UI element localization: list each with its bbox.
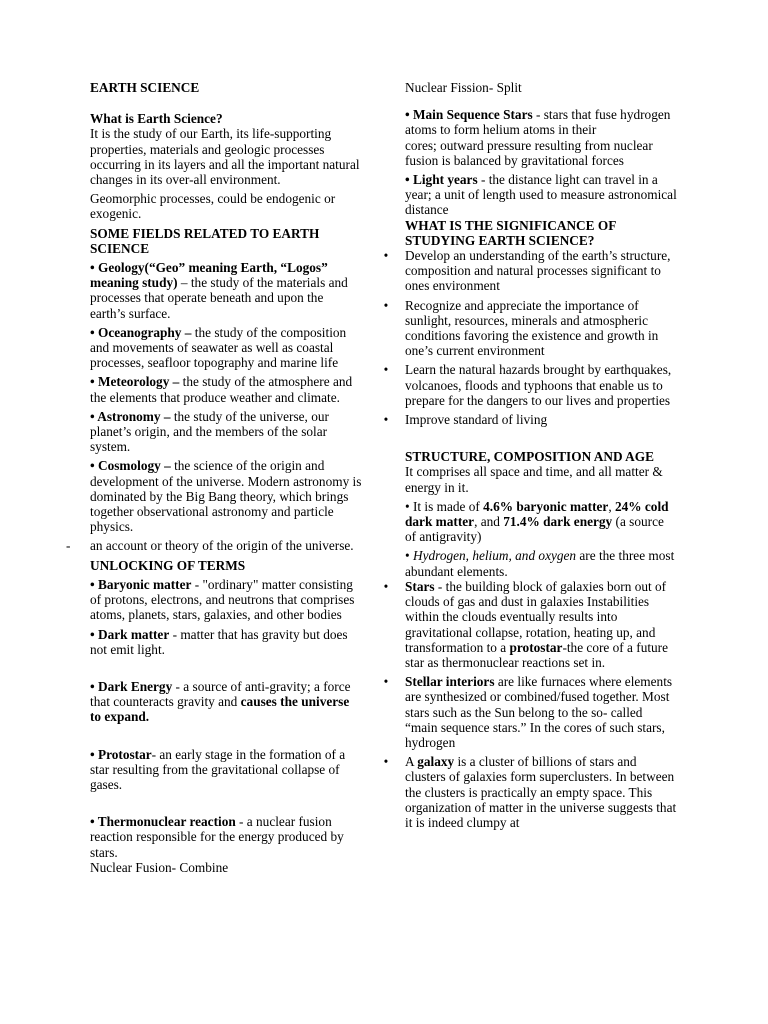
light-years-entry	[405, 172, 677, 218]
significance-list	[383, 248, 677, 428]
light-years-term: • Light years	[405, 172, 478, 188]
dark-energy-term: • Dark Energy	[90, 678, 173, 694]
thermonuclear-text: - a nuclear fusion reaction responsible for the energy produced by stars.	[90, 814, 344, 860]
main-sequence-text-2: cores; outward pressure resulting from nuclear fusion is balanced by gravitational forces	[405, 137, 653, 168]
dark-energy-bold: causes the universe to expand.	[90, 694, 350, 725]
list-item: • Stars - the building block of galaxies born out of clouds of gas and dust in galaxies Instabilities within the clouds eventually results into gravitational collapse, rotation, heating up, and transformation to a protostar-the core of a future star as thermonuclear reactions set in.	[405, 579, 677, 670]
cosmology-term: • Cosmology –	[90, 458, 171, 474]
protostar-entry	[90, 747, 362, 793]
dark-energy-text: - a source of anti-gravity; a force that counteracts gravity and	[90, 678, 351, 710]
right-column	[383, 80, 677, 834]
geology-entry	[90, 260, 362, 321]
structure-heading: STRUCTURE, COMPOSITION AND AGE	[405, 449, 654, 465]
meteorology-text: the study of the atmosphere and the elements that produce weather and climate.	[90, 374, 353, 405]
dash-entry	[66, 538, 362, 554]
astronomy-entry	[90, 409, 362, 455]
abundant-elements-entry: • Hydrogen, helium, and oxygen are the three most abundant elements.	[405, 548, 675, 579]
structure-text: It comprises all space and time, and all matter & energy in it.	[405, 464, 663, 495]
document-title: EARTH SCIENCE	[90, 80, 200, 95]
dark-energy-entry	[90, 679, 362, 725]
light-years-text: - the distance light can travel in a year; a unit of length used to measure astronomical distance	[405, 172, 677, 218]
bullet-icon: •	[383, 362, 389, 378]
significance-heading: WHAT IS THE SIGNIFICANCE OF STUDYING EARTH SCIENCE?	[405, 217, 616, 248]
dark-matter-term: • Dark matter	[90, 626, 170, 642]
bullet-icon: •	[383, 754, 389, 770]
stars-list	[383, 578, 677, 830]
bullet-icon: •	[383, 248, 389, 264]
dash-mark: -	[66, 538, 71, 554]
earth-science-definition: It is the study of our Earth, its life-supporting properties, materials and geologic processes occurring in its layers and all the important natural changes in its over-all environment.	[90, 126, 360, 188]
list-item: • Learn the natural hazards brought by earthquakes, volcanoes, floods and typhoons that enable us to prepare for the dangers to our lives and properties	[405, 362, 677, 408]
protostar-text: - an early stage in the formation of a star resulting from the gravitational collapse of gases.	[90, 746, 346, 792]
geology-term: • Geology(“Geo” meaning Earth, “Logos” meaning study)	[90, 260, 328, 291]
thermonuclear-term: • Thermonuclear reaction	[90, 814, 236, 830]
cosmology-text: the science of the origin and development of the universe. Modern astronomy is dominated by the Big Bang theory, which brings together observational astronomy and particle physics.	[90, 458, 362, 535]
meteorology-term: • Meteorology –	[90, 374, 180, 390]
main-sequence-entry	[405, 107, 677, 137]
what-is-heading: What is Earth Science?	[90, 111, 223, 127]
bullet-icon: •	[383, 297, 389, 313]
astronomy-term: • Astronomy –	[90, 408, 171, 424]
meteorology-entry	[90, 374, 362, 404]
main-sequence-text: - stars that fuse hydrogen atoms to form helium atoms in their	[405, 107, 671, 138]
dark-matter-entry	[90, 627, 362, 657]
list-item: • Develop an understanding of the earth’s structure, composition and natural processes significant to ones environment	[405, 248, 677, 294]
fields-heading: SOME FIELDS RELATED TO EARTH SCIENCE	[90, 225, 320, 256]
baryonic-entry	[90, 577, 362, 623]
bullet-icon: •	[383, 674, 389, 690]
left-column	[66, 80, 362, 875]
list-item: • Recognize and appreciate the importance of sunlight, resources, minerals and atmospheric conditions favoring the existence and growth in one’s current environment	[405, 298, 677, 359]
thermonuclear-entry	[90, 814, 362, 860]
baryonic-term: • Baryonic matter	[90, 576, 192, 592]
dash-text: an account or theory of the origin of the universe.	[90, 538, 354, 554]
protostar-term: • Protostar	[90, 746, 152, 762]
dark-matter-text: - matter that has gravity but does not emit light.	[90, 626, 348, 657]
bullet-icon: •	[383, 578, 389, 594]
baryonic-text: - "ordinary" matter consisting of protons, electrons, and neutrons that comprises atoms, planets, stars, galaxies, and other bodies	[90, 576, 355, 623]
oceanography-term: • Oceanography –	[90, 324, 192, 340]
oceanography-entry	[90, 325, 362, 371]
terms-heading: UNLOCKING OF TERMS	[90, 557, 246, 573]
oceanography-text: the study of the composition and movements of seawater as well as coastal processes, seafloor topography and marine life	[90, 324, 347, 371]
bullet-icon: •	[383, 412, 389, 428]
geomorphic-note: Geomorphic processes, could be endogenic or exogenic.	[90, 191, 336, 222]
geology-text: – the study of the materials and processes that operate beneath and upon the earth’s surface.	[90, 275, 348, 321]
cosmology-entry	[90, 458, 362, 534]
main-sequence-term: • Main Sequence Stars	[405, 107, 533, 123]
nuclear-fusion-line: Nuclear Fusion- Combine	[90, 859, 229, 875]
composition-entry: • It is made of 4.6% baryonic matter, 24% cold dark matter, and 71.4% dark energy (a source of antigravity)	[405, 498, 669, 545]
list-item: • Improve standard of living	[405, 412, 677, 427]
astronomy-text: the study of the universe, our planet’s origin, and the members of the solar system.	[90, 408, 329, 455]
list-item: • A galaxy is a cluster of billions of stars and clusters of galaxies form superclusters. In between the clusters is practically an empty space. This organization of matter in the universe suggests that it is indeed clumpy at	[405, 754, 677, 830]
nuclear-fission-line: Nuclear Fission- Split	[405, 80, 522, 95]
list-item: • Stellar interiors are like furnaces where elements are synthesized or combined/fused together. Most stars such as the Sun belong to the so- called “main sequence stars.” In the cores of such stars, hydrogen	[405, 674, 677, 750]
